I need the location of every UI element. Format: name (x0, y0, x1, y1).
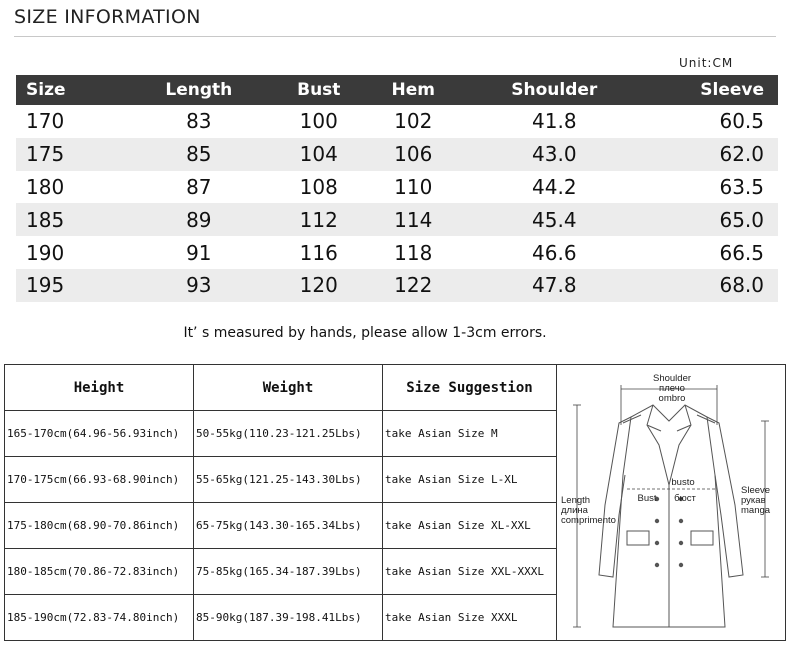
table-cell: 93 (126, 269, 272, 302)
table-row (5, 503, 557, 549)
size-table (16, 75, 778, 302)
table-row (16, 269, 778, 302)
table-cell: 104 (272, 138, 366, 171)
sleeve-column-header: Sleeve (648, 75, 778, 105)
table-cell: 120 (272, 269, 366, 302)
table-cell: take Asian Size M (383, 411, 557, 457)
table-cell: 118 (394, 240, 433, 265)
length-column-header: Length (126, 75, 272, 105)
shoulder-label-ru: плечо (659, 383, 685, 394)
table-cell: 180 (26, 174, 65, 199)
table-cell: 55-65kg(121.25-143.30Lbs) (194, 457, 383, 503)
shoulder-column-header: Shoulder (461, 75, 648, 105)
table-cell: 102 (394, 109, 433, 134)
table-cell: 87 (186, 174, 212, 199)
table-cell: 43.0 (461, 138, 648, 171)
table-cell: 47.8 (461, 269, 648, 302)
sleeve-label-en: Sleeve (741, 485, 771, 496)
table-cell: 170 (26, 109, 65, 134)
suggestion-table-header (5, 365, 557, 411)
table-row (16, 171, 778, 204)
table-cell: 41.8 (532, 109, 577, 134)
hem-column-header: Hem (366, 75, 461, 105)
length-label-pt: comprimento (561, 515, 616, 526)
table-cell: 50-55kg(110.23-121.25Lbs) (194, 411, 383, 457)
sleeve-label-pt: manga (741, 505, 771, 516)
table-cell: 112 (272, 203, 366, 236)
table-cell: 65.0 (648, 203, 778, 236)
table-cell: 85-90kg(187.39-198.41Lbs) (194, 595, 383, 641)
table-cell: 185-190cm(72.83-74.80inch) (5, 595, 194, 641)
table-cell: take Asian Size XL-XXL (383, 503, 557, 549)
measurement-note: It’ s measured by hands, please allow 1-3cm errors. (183, 325, 547, 341)
table-row (5, 595, 557, 641)
size-suggestion-table (4, 364, 557, 641)
table-row (16, 203, 778, 236)
length-label-ru: длина (561, 505, 588, 516)
table-row (5, 411, 557, 457)
size-table-header (16, 75, 778, 105)
coat-outline (599, 405, 743, 627)
table-cell: 100 (299, 109, 338, 134)
table-cell: take Asian Size L-XL (383, 457, 557, 503)
table-cell: 170-175cm(66.93-68.90inch) (5, 457, 194, 503)
sleeve-label-ru: рукав (741, 495, 766, 506)
table-cell: 175-180cm(68.90-70.86inch) (5, 503, 194, 549)
table-cell: 114 (366, 203, 461, 236)
bust-label-en: Bust (637, 493, 657, 504)
table-cell: 116 (299, 240, 338, 265)
table-cell: take Asian Size XXXL (383, 595, 557, 641)
table-cell: 91 (186, 240, 212, 265)
table-cell: 63.5 (719, 174, 764, 199)
table-cell: 66.5 (719, 240, 764, 265)
table-row (5, 457, 557, 503)
table-cell: 185 (16, 203, 126, 236)
table-cell: 175 (16, 138, 126, 171)
table-cell: 195 (16, 269, 126, 302)
size-suggestion-column-header: Size Suggestion (383, 365, 557, 411)
table-cell: 106 (366, 138, 461, 171)
shoulder-label-pt: ombro (658, 393, 686, 404)
bust-label-pt: busto (671, 477, 695, 488)
bust-column-header: Bust (272, 75, 366, 105)
table-cell: 110 (394, 174, 433, 199)
weight-column-header: Weight (194, 365, 383, 411)
length-label-en: Length (561, 495, 591, 506)
table-row (5, 549, 557, 595)
table-cell: 83 (186, 109, 212, 134)
coat-measurement-diagram (556, 364, 786, 641)
table-row (16, 138, 778, 171)
table-cell: 62.0 (648, 138, 778, 171)
table-cell: 108 (299, 174, 338, 199)
table-cell: 89 (126, 203, 272, 236)
bust-label-ru: бюст (674, 493, 696, 504)
table-cell: 46.6 (532, 240, 577, 265)
table-row (16, 105, 778, 138)
table-cell: 122 (366, 269, 461, 302)
coat-diagram-svg (557, 365, 787, 642)
title-divider (14, 36, 776, 37)
table-cell: 180-185cm(70.86-72.83inch) (5, 549, 194, 595)
table-cell: 165-170cm(64.96-56.93inch) (5, 411, 194, 457)
table-cell: 60.5 (719, 109, 764, 134)
table-cell: 190 (26, 240, 65, 265)
page-title: SIZE INFORMATION (14, 6, 201, 28)
shoulder-label-en: Shoulder (652, 373, 692, 384)
table-cell: 44.2 (532, 174, 577, 199)
table-cell: 75-85kg(165.34-187.39Lbs) (194, 549, 383, 595)
table-cell: take Asian Size XXL-XXXL (383, 549, 557, 595)
table-cell: 65-75kg(143.30-165.34Lbs) (194, 503, 383, 549)
table-row (16, 236, 778, 269)
table-cell: 85 (126, 138, 272, 171)
table-cell: 45.4 (461, 203, 648, 236)
size-column-header: Size (16, 75, 126, 105)
unit-label: Unit:CM (679, 56, 734, 70)
height-column-header: Height (5, 365, 194, 411)
table-cell: 68.0 (648, 269, 778, 302)
